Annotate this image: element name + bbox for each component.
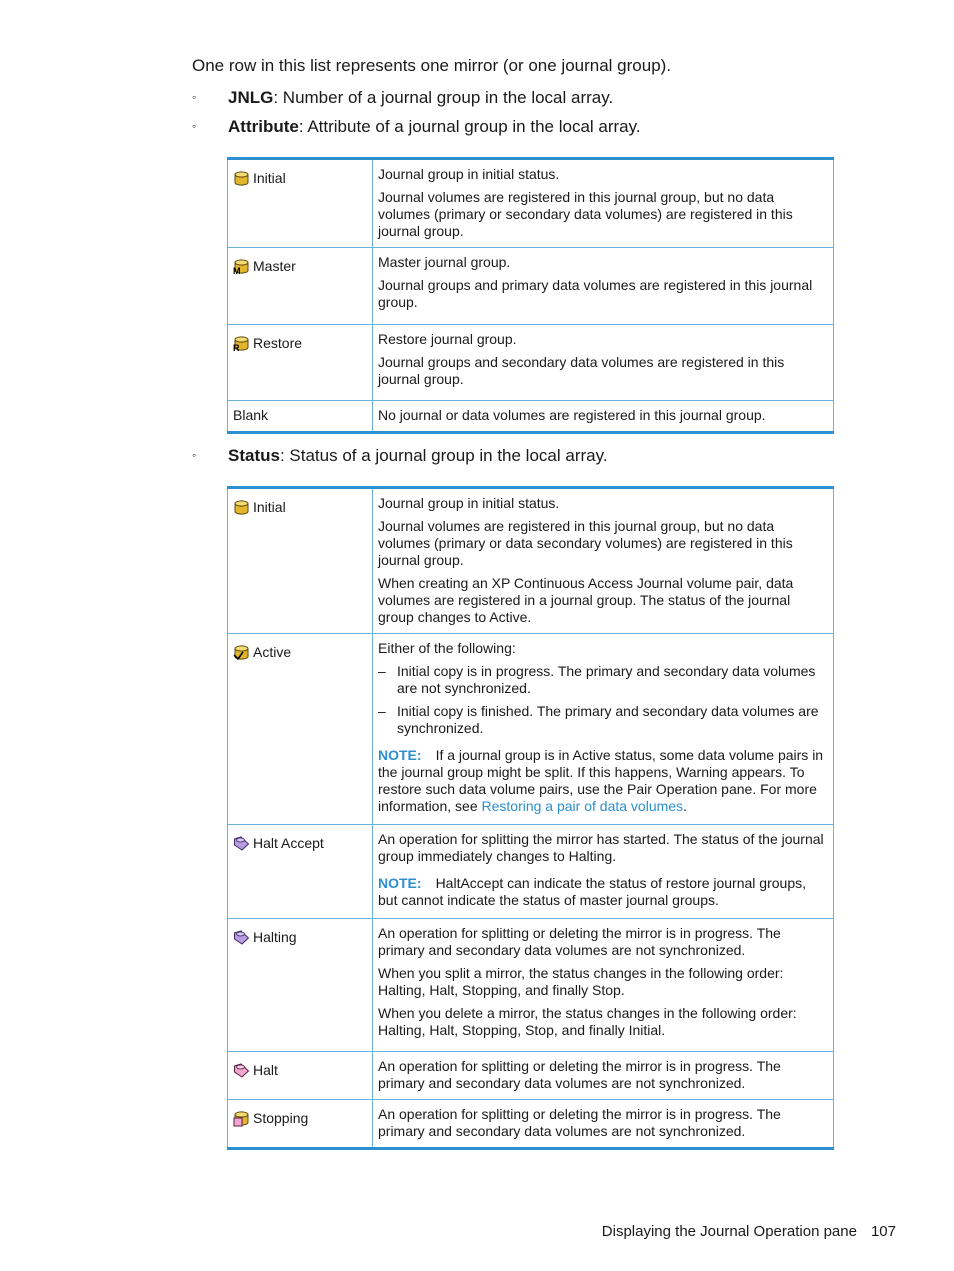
table-row: [228, 159, 834, 248]
desc-paragraph: When you delete a mirror, the status changes in the following order: Halting, Halt, Stopping, Stop, and finally Initial.: [378, 1005, 797, 1038]
status-desc-cell: [373, 825, 834, 919]
attribute-desc-cell: [373, 401, 834, 433]
status-key-cell: [228, 488, 373, 634]
status-label: Stopping: [253, 1110, 309, 1126]
status-key-cell: [228, 634, 373, 825]
status-label: Halt: [253, 1062, 278, 1078]
halt-icon: [233, 1062, 250, 1079]
note-label: NOTE:: [378, 875, 422, 891]
desc-paragraph: Master journal group.: [378, 254, 511, 270]
desc-paragraph: Journal groups and secondary data volumes are registered in this journal group.: [378, 354, 785, 387]
status-key-cell: [228, 919, 373, 1052]
status-desc-cell: [373, 919, 834, 1052]
table-row: [228, 1100, 834, 1149]
note-text: HaltAccept can indicate the status of restore journal groups, but cannot indicate the status of master journal groups.: [378, 875, 806, 908]
bullet-term: Attribute: [228, 117, 299, 136]
bullet-jnlg: [192, 88, 613, 108]
desc-paragraph: Journal group in initial status.: [378, 495, 560, 511]
status-desc-cell: [373, 1100, 834, 1149]
attribute-label: Master: [253, 258, 296, 274]
halt-accept-icon: [233, 835, 250, 852]
status-label: Halt Accept: [253, 835, 324, 851]
list-item: – Initial copy is finished. The primary and secondary data volumes are synchronized.: [378, 703, 828, 737]
table-row: [228, 401, 834, 433]
footer-section-title: Displaying the Journal Operation pane: [601, 1223, 857, 1240]
bullet-status: [192, 446, 608, 466]
status-key-cell: [228, 825, 373, 919]
status-key-cell: [228, 1052, 373, 1100]
bullet-term: Status: [228, 446, 280, 465]
page-footer: [602, 1223, 896, 1240]
bullet-attribute: [192, 117, 641, 137]
attribute-key-cell: [228, 401, 373, 433]
note-paragraph: [378, 875, 828, 909]
icon-badge: M: [233, 266, 241, 275]
desc-paragraph: Journal groups and primary data volumes are registered in this journal group.: [378, 277, 813, 310]
bullet-marker: ◦: [192, 448, 197, 462]
desc-paragraph: An operation for splitting or deleting the mirror is in progress. The primary and secondary data volumes are not synchronized.: [378, 1106, 781, 1139]
attribute-desc-cell: [373, 248, 834, 325]
status-label: Active: [253, 644, 292, 660]
desc-paragraph: An operation for splitting or deleting the mirror is in progress. The primary and secondary data volumes are not synchronized.: [378, 1058, 781, 1091]
cylinder-icon: [233, 499, 250, 516]
restore-icon: [233, 335, 250, 352]
attribute-label: Blank: [233, 407, 269, 423]
desc-paragraph: When you split a mirror, the status changes in the following order: Halting, Halt, Stopping, and finally Stop.: [378, 965, 784, 998]
icon-badge: R: [233, 343, 240, 352]
status-label: Halting: [253, 929, 297, 945]
attribute-label: Initial: [253, 170, 286, 186]
status-label: Initial: [253, 499, 286, 515]
bullet-text: : Number of a journal group in the local array.: [273, 88, 614, 107]
page-number: 107: [870, 1223, 896, 1240]
table-row: [228, 1052, 834, 1100]
desc-paragraph: Restore journal group.: [378, 331, 517, 347]
table-row: [228, 919, 834, 1052]
restoring-pair-link[interactable]: Restoring a pair of data volumes: [481, 798, 684, 814]
note-end: .: [683, 798, 687, 814]
table-row: [228, 325, 834, 401]
stopping-icon: [233, 1110, 250, 1127]
table-row: [228, 248, 834, 325]
active-icon: [233, 644, 250, 661]
bullet-marker: ◦: [192, 90, 197, 104]
attribute-desc-cell: [373, 325, 834, 401]
table-row: [228, 488, 834, 634]
attribute-key-cell: [228, 159, 373, 248]
note-paragraph: [378, 747, 828, 815]
desc-paragraph: Journal volumes are registered in this journal group, but no data volumes (primary or data secondary volumes) are registered in this journal group.: [378, 518, 793, 568]
desc-paragraph: An operation for splitting or deleting the mirror is in progress. The primary and secondary data volumes are not synchronized.: [378, 925, 781, 958]
table-row: [228, 634, 834, 825]
attribute-table: [227, 157, 834, 434]
list-item: – Initial copy is in progress. The primary and secondary data volumes are not synchronized.: [378, 663, 828, 697]
desc-paragraph: No journal or data volumes are registered in this journal group.: [378, 407, 766, 423]
bullet-text: : Attribute of a journal group in the local array.: [298, 117, 641, 136]
halting-icon: [233, 929, 250, 946]
desc-paragraph: Journal volumes are registered in this journal group, but no data volumes (primary or secondary data volumes) are registered in this journal group.: [378, 189, 793, 239]
desc-paragraph: An operation for splitting the mirror has started. The status of the journal group immediately changes to Halting.: [378, 831, 824, 864]
attribute-label: Restore: [253, 335, 303, 351]
status-key-cell: [228, 1100, 373, 1149]
desc-paragraph: Journal group in initial status.: [378, 166, 560, 182]
bullet-text: : Status of a journal group in the local array.: [279, 446, 608, 465]
note-label: NOTE:: [378, 747, 422, 763]
table-row: [228, 825, 834, 919]
bullet-term: JNLG: [228, 88, 274, 107]
status-table: [227, 486, 834, 1150]
cylinder-icon: [233, 170, 250, 187]
attribute-key-cell: [228, 248, 373, 325]
note-text: If a journal group is in Active status, some data volume pairs in the journal group might be split. If this happens, Warning appears. To restore such data volume pairs, use the Pair Operation pane. For more information, see: [378, 747, 824, 814]
status-desc-cell: [373, 1052, 834, 1100]
desc-paragraph: When creating an XP Continuous Access Journal volume pair, data volumes are registered in a journal group. The status of the journal group changes to Active.: [378, 575, 794, 625]
status-desc-cell: [373, 488, 834, 634]
master-icon: [233, 258, 250, 275]
bullet-marker: ◦: [192, 119, 197, 133]
desc-paragraph: Either of the following:: [378, 640, 516, 656]
intro-text: One row in this list represents one mirror (or one journal group).: [192, 56, 672, 75]
attribute-desc-cell: [373, 159, 834, 248]
attribute-key-cell: [228, 325, 373, 401]
status-desc-cell: [373, 634, 834, 825]
